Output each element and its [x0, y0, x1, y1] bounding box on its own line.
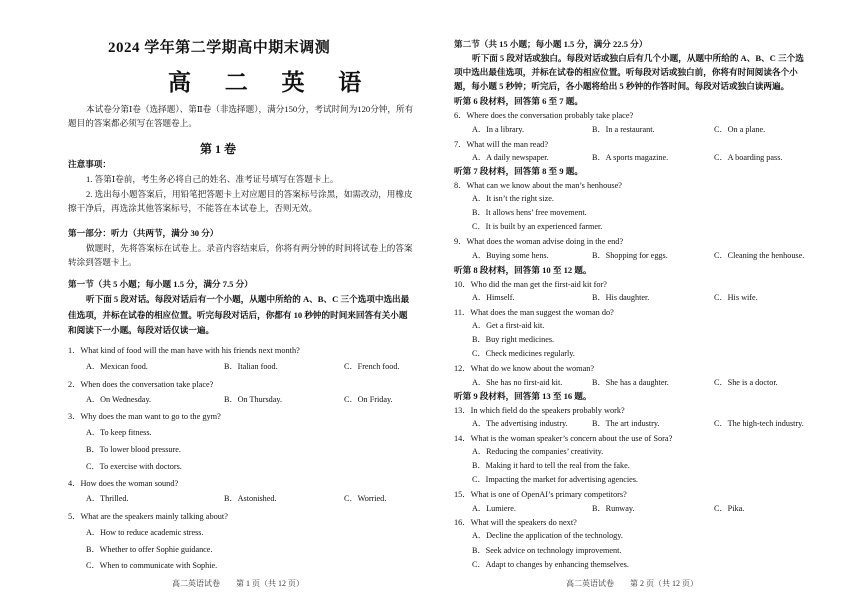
q12-option-b[interactable]: B．She has a daughter.	[592, 378, 669, 387]
part-1-heading: 第一部分：听力（共两节，满分 30 分）	[68, 228, 219, 238]
q8-option-c[interactable]: C．It is built by an experienced farmer.	[472, 222, 603, 231]
q5-option-b[interactable]: B．Whether to offer Sophie guidance.	[86, 545, 213, 554]
page-2-footer: 高二英语试卷 第 2 页（共 12 页）	[566, 579, 698, 588]
section-2-heading: 第二节（共 15 小题；每小题 1.5 分，满分 22.5 分）	[454, 39, 648, 49]
question-15: 15．What is one of OpenAI’s primary competitors?	[454, 490, 627, 499]
q9-option-a[interactable]: A．Buying some hens.	[472, 251, 549, 260]
question-8: 8．What can we know about the man’s henhouse?	[454, 181, 622, 190]
subject-title: 高 二 英 语	[168, 70, 376, 95]
material-6-heading: 听第 6 段材料，回答第 6 至 7 题。	[454, 96, 583, 106]
q11-option-c[interactable]: C．Check medicines regularly.	[472, 349, 575, 358]
q9-option-c[interactable]: C．Cleaning the henhouse.	[714, 251, 805, 260]
q14-option-a[interactable]: A．Reducing the companies’ creativity.	[472, 447, 604, 456]
q13-option-c[interactable]: C．The high-tech industry.	[714, 419, 804, 428]
q1-option-c[interactable]: C．French food.	[344, 362, 400, 371]
q5-option-c[interactable]: C．When to communicate with Sophie.	[86, 561, 218, 570]
q1-option-b[interactable]: B．Italian food.	[224, 362, 278, 371]
question-6: 6．Where does the conversation probably take place?	[454, 111, 634, 120]
q14-option-c[interactable]: C．Impacting the market for advertising agencies.	[472, 475, 638, 484]
question-12: 12．What do we know about the woman?	[454, 364, 595, 373]
q7-option-c[interactable]: C．A boarding pass.	[714, 153, 783, 162]
question-10: 10．Who did the man get the first-aid kit for?	[454, 280, 607, 289]
q15-option-b[interactable]: B．Runway.	[592, 504, 635, 513]
question-4: 4．How does the woman sound?	[68, 479, 179, 488]
notes-title: 注意事项：	[68, 159, 111, 169]
q16-option-c[interactable]: C．Adapt to changes by enhancing themselves.	[472, 560, 629, 569]
q2-option-b[interactable]: B．On Thursday.	[224, 395, 282, 404]
q10-option-a[interactable]: A．Himself.	[472, 293, 515, 302]
q13-option-a[interactable]: A．The advertising industry.	[472, 419, 568, 428]
material-7-heading: 听第 7 段材料，回答第 8 至 9 题。	[454, 166, 583, 176]
question-14: 14．What is the woman speaker’s concern about the use of Sora?	[454, 434, 673, 443]
q16-option-b[interactable]: B．Seek advice on technology improvement.	[472, 546, 622, 555]
q15-option-c[interactable]: C．Pika.	[714, 504, 745, 513]
question-16: 16．What will the speakers do next?	[454, 518, 577, 527]
q4-option-a[interactable]: A．Thrilled.	[86, 494, 129, 503]
question-3: 3．Why does the man want to go to the gym?	[68, 412, 221, 421]
question-9: 9．What does the woman advise doing in the end?	[454, 237, 624, 246]
question-7: 7．What will the man read?	[454, 140, 548, 149]
section-2-intro: 听下面 5 段对话或独白。每段对话或独白后有几个小题，从题中所给的 A、B、C 三个选项中选出最佳选项，并标在试卷的相应位置。听每段对话或独白前，你将有时间阅读各个小题，每小题 5 秒钟；听完后，各小题将给出 5 秒钟的作答时间。每段对话或独白读两遍。	[454, 53, 804, 91]
section-1-intro: 听下面 5 段对话。每段对话后有一个小题，从题中所给的 A、B、C 三个选项中选出最佳选项，并标在试卷的相应位置。听完每段对话后，你都有 10 秒钟的时间来回答有关小题和阅读下一小题。每段对话仅读一遍。	[68, 294, 410, 335]
q3-option-b[interactable]: B．To lower blood pressure.	[86, 445, 181, 454]
q12-option-c[interactable]: C．She is a doctor.	[714, 378, 778, 387]
q8-option-b[interactable]: B．It allows hens’ free movement.	[472, 208, 587, 217]
q6-option-c[interactable]: C．On a plane.	[714, 125, 766, 134]
q14-option-b[interactable]: B．Making it hard to tell the real from the fake.	[472, 461, 630, 470]
q10-option-c[interactable]: C．His wife.	[714, 293, 758, 302]
q12-option-a[interactable]: A．She has no first-aid kit.	[472, 378, 563, 387]
q7-option-b[interactable]: B．A sports magazine.	[592, 153, 669, 162]
q3-option-a[interactable]: A．To keep fitness.	[86, 428, 152, 437]
intro-text: 本试卷分第Ⅰ卷（选择题）、第Ⅱ卷（非选择题），满分150分，考试时间为120分钟，所有题目的答案都必须写在答题卷上。	[68, 104, 414, 128]
exam-title: 2024 学年第二学期高中期末调测	[108, 40, 331, 56]
question-2: 2．When does the conversation take place?	[68, 380, 214, 389]
q9-option-b[interactable]: B．Shopping for eggs.	[592, 251, 668, 260]
q4-option-b[interactable]: B．Astonished.	[224, 494, 277, 503]
q4-option-c[interactable]: C．Worried.	[344, 494, 387, 503]
q11-option-b[interactable]: B．Buy right medicines.	[472, 335, 555, 344]
part-1-intro: 做题时，先将答案标在试卷上。录音内容结束后，你将有两分钟的时间将试卷上的答案转涂到答题卡上。	[68, 243, 413, 267]
volume-title: 第 1 卷	[200, 142, 237, 156]
q6-option-a[interactable]: A．In a library.	[472, 125, 524, 134]
q2-option-c[interactable]: C．On Friday.	[344, 395, 393, 404]
question-5: 5．What are the speakers mainly talking about?	[68, 512, 228, 521]
note-2: 2. 选出每小题答案后，用铅笔把答题卡上对应题目的答案标号涂黑，如需改动，用橡皮擦干净后，再选涂其他答案标号，不能答在本试卷上，否则无效。	[68, 189, 413, 213]
q5-option-a[interactable]: A．How to reduce academic stress.	[86, 528, 204, 537]
q3-option-c[interactable]: C．To exercise with doctors.	[86, 462, 182, 471]
q11-option-a[interactable]: A．Get a first-aid kit.	[472, 321, 545, 330]
q2-option-a[interactable]: A．On Wednesday.	[86, 395, 152, 404]
q8-option-a[interactable]: A．It isn’t the right size.	[472, 194, 554, 203]
q13-option-b[interactable]: B．The art industry.	[592, 419, 660, 428]
q6-option-b[interactable]: B．In a restaurant.	[592, 125, 655, 134]
material-8-heading: 听第 8 段材料，回答第 10 至 12 题。	[454, 265, 592, 275]
question-11: 11．What does the man suggest the woman do?	[454, 308, 614, 317]
q16-option-a[interactable]: A．Decline the application of the technology.	[472, 531, 623, 540]
question-1: 1．What kind of food will the man have with his friends next month?	[68, 346, 300, 355]
q10-option-b[interactable]: B．His daughter.	[592, 293, 650, 302]
question-13: 13．In which field do the speakers probably work?	[454, 406, 625, 415]
page-1-footer: 高二英语试卷 第 1 页（共 12 页）	[172, 579, 304, 588]
q15-option-a[interactable]: A．Lumiere.	[472, 504, 516, 513]
note-1: 1. 答第Ⅰ卷前，考生务必将自己的姓名、准考证号填写在答题卡上。	[86, 174, 339, 184]
material-9-heading: 听第 9 段材料，回答第 13 至 16 题。	[454, 391, 592, 401]
page-2	[430, 0, 860, 608]
q7-option-a[interactable]: A．A daily newspaper.	[472, 153, 549, 162]
q1-option-a[interactable]: A．Mexican food.	[86, 362, 148, 371]
section-1-heading: 第一节（共 5 小题；每小题 1.5 分，满分 7.5 分）	[68, 279, 253, 289]
